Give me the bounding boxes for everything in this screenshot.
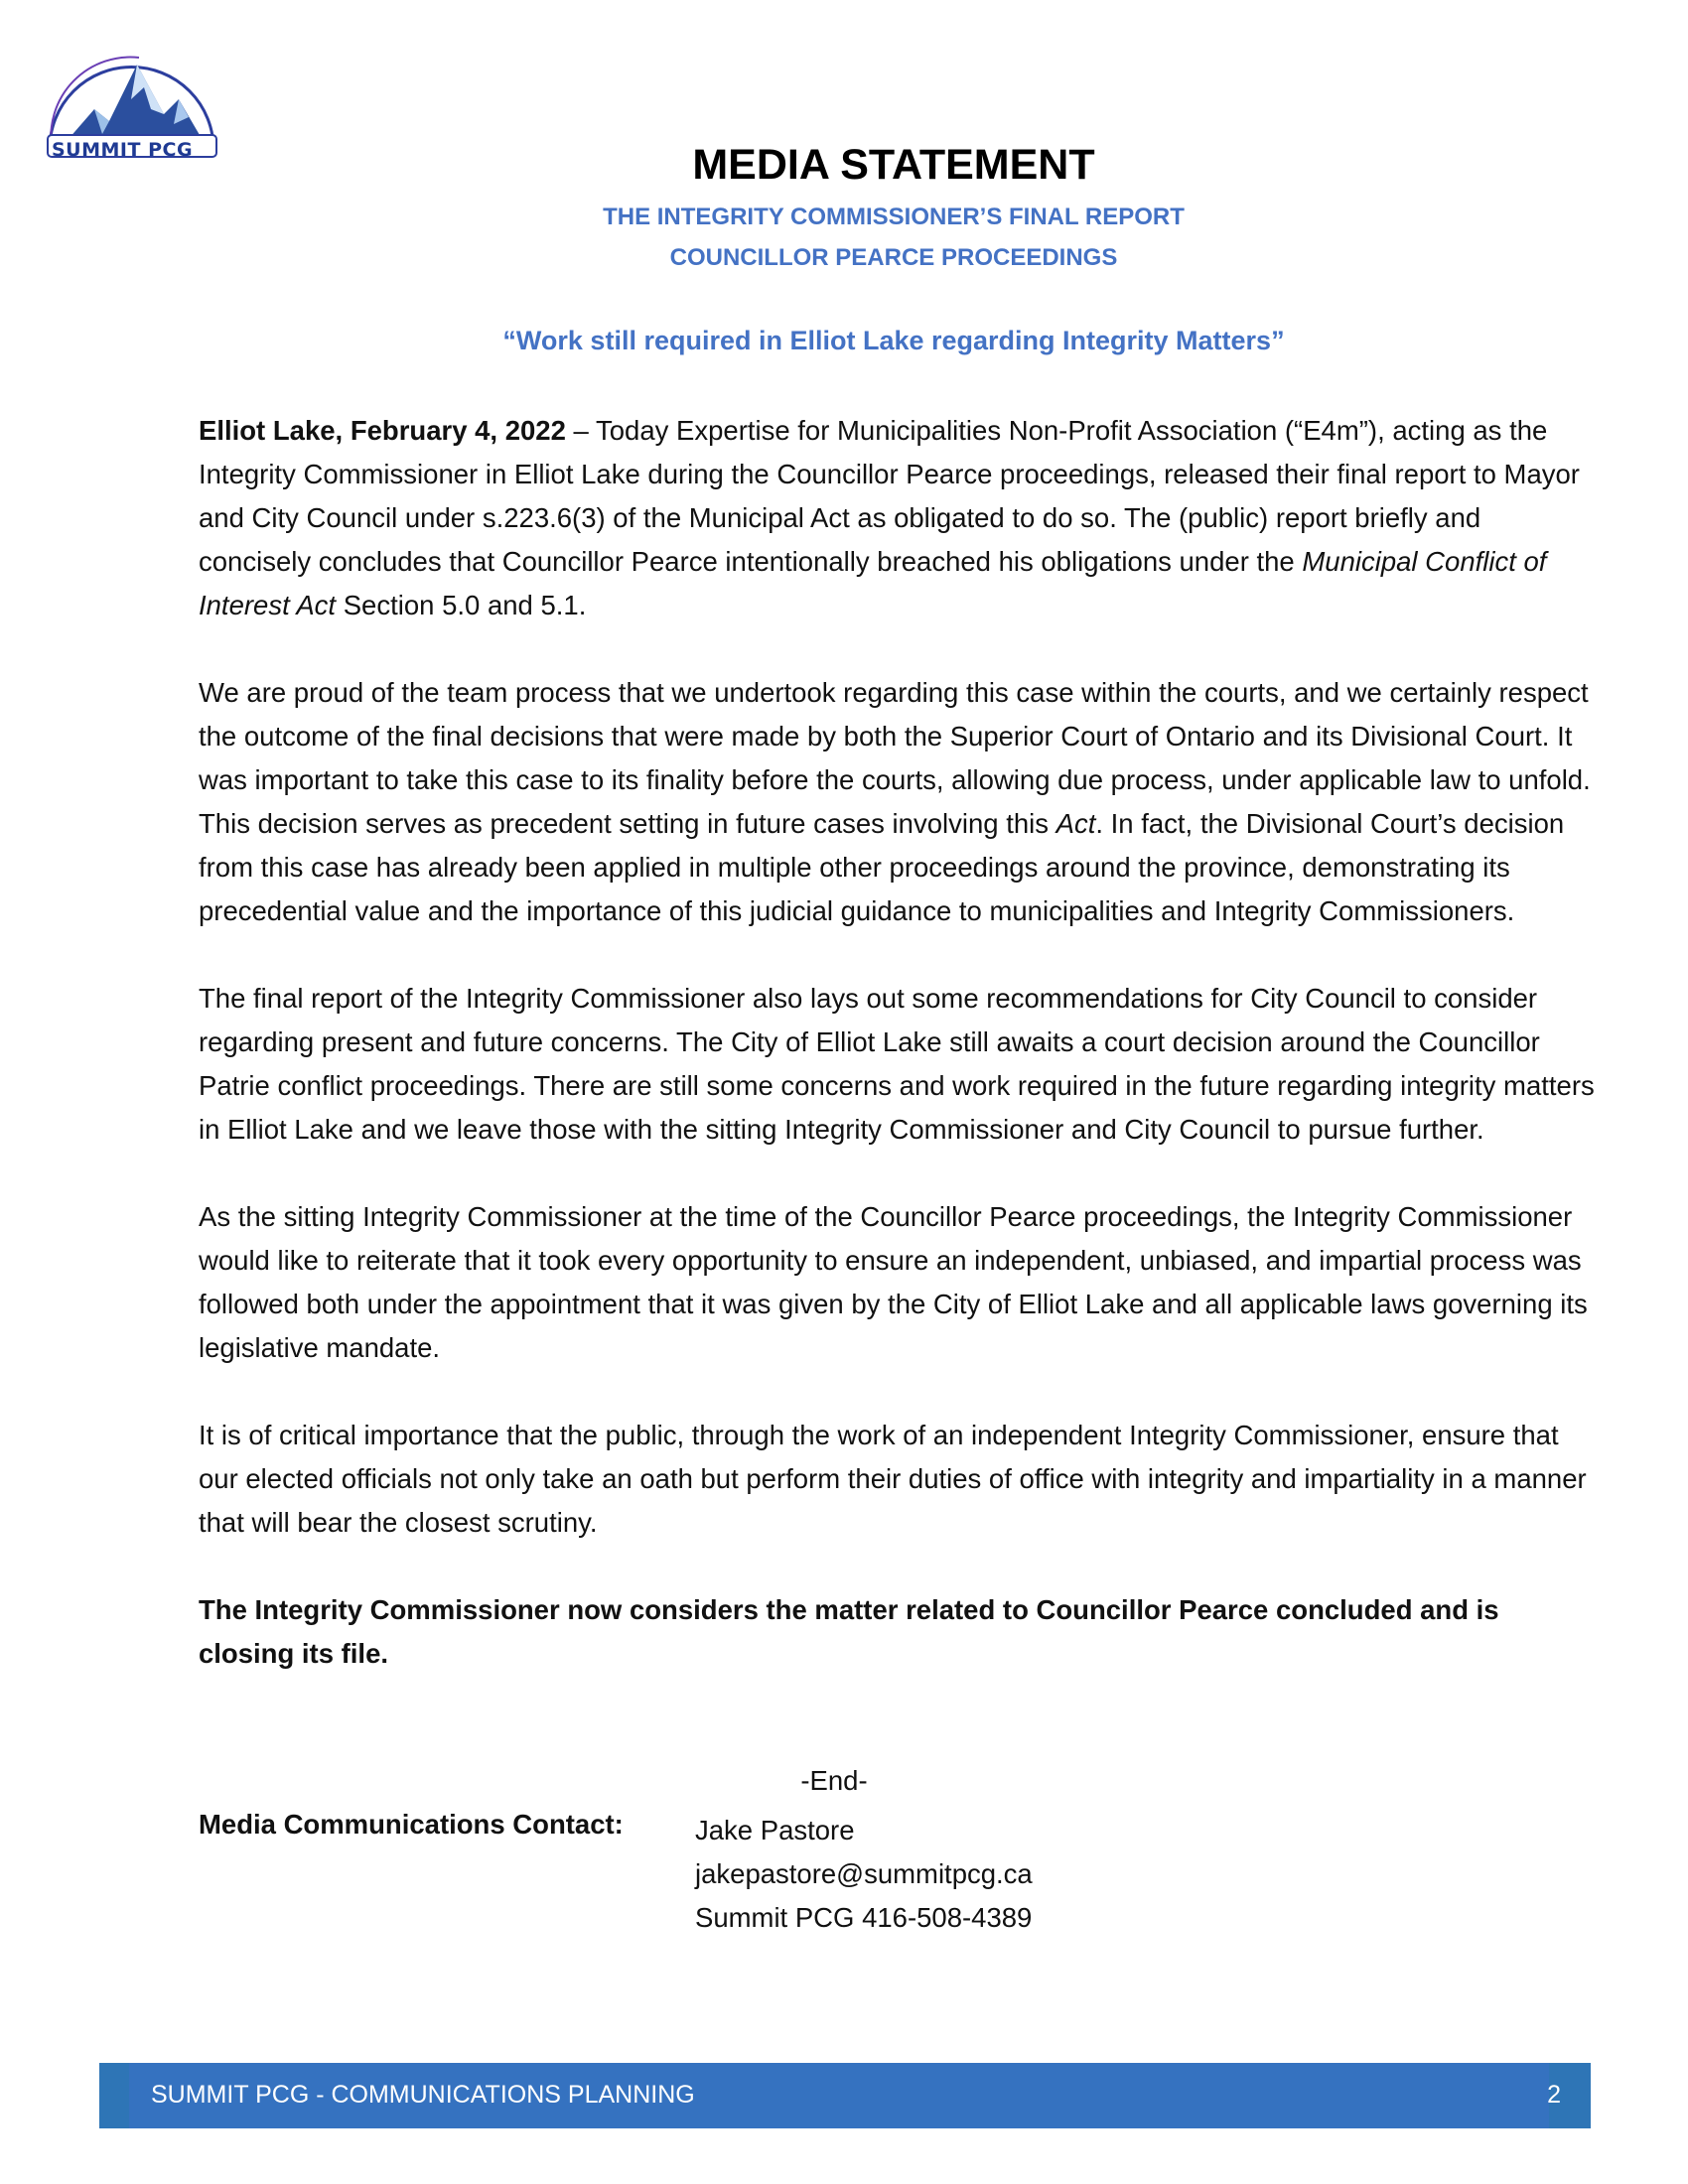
paragraph-4: As the sitting Integrity Commissioner at the time of the Councillor Pearce proceedings, the Integrity Commissioner would like to reiterate that it took every opportunity to ensure an independent, unbiased, and impartial process was followed both under the appointment that it was given by the City of Elliot Lake and all applicable laws governing its legislative mandate. — [199, 1201, 1588, 1363]
closing-statement: The Integrity Commissioner now considers the matter related to Councillor Pearce concluded and is closing its file. — [199, 1594, 1499, 1669]
contact-label: Media Communications Contact: — [199, 1809, 624, 1840]
page-number: 2 — [1547, 2081, 1561, 2109]
paragraph-2-text-b: . In fact, the Divisional Court’s decision from this case has already been applied in multiple other proceedings around the province, demonstrating its precedential value and the importance of this judicial guidance to municipalities and Integrity Commissioners. — [199, 808, 1565, 926]
act-name: Municipal Conflict of Interest Act — [199, 546, 1547, 620]
footer-text: SUMMIT PCG - COMMUNICATIONS PLANNING — [151, 2081, 695, 2109]
contact-email[interactable]: jakepastore@summitpcg.ca — [695, 1858, 1033, 1889]
subtitle-proceedings: COUNCILLOR PEARCE PROCEEDINGS — [669, 244, 1118, 271]
headline-quote: “Work still required in Elliot Lake regarding Integrity Matters” — [502, 326, 1285, 355]
paragraph-3: The final report of the Integrity Commissioner also lays out some recommendations for City Council to consider regarding present and future concerns. The City of Elliot Lake still awaits a court decision around the Councillor Patrie conflict proceedings. There are still some concerns and work required in the future regarding integrity matters in Elliot Lake and we leave those with the sitting Integrity Commissioner and City Council to pursue further. — [199, 983, 1595, 1145]
paragraph-2-text-a: We are proud of the team process that we undertook regarding this case within the courts, and we certainly respect the outcome of the final decisions that were made by both the Superior Court of Ontario and its Divisional Court. It was important to take this case to its finality before the courts, allowing due process, under applicable law to unfold. This decision serves as precedent setting in future cases involving this — [199, 677, 1591, 839]
page-footer — [99, 2063, 1591, 2128]
page-title: MEDIA STATEMENT — [692, 141, 1095, 189]
paragraph-1-text-b: Section 5.0 and 5.1. — [336, 590, 587, 620]
contact-details — [695, 1809, 1033, 1940]
logo-text: SUMMIT PCG — [52, 139, 194, 161]
paragraph-2 — [199, 671, 1599, 933]
paragraph-1 — [199, 409, 1599, 627]
contact-name: Jake Pastore — [695, 1815, 855, 1845]
paragraph-5: It is of critical importance that the public, through the work of an independent Integrity Commissioner, ensure that our elected officials not only take an oath but perform their duties of office with integrity and impartiality in a manner that will bear the closest scrutiny. — [199, 1420, 1587, 1538]
dateline: Elliot Lake, February 4, 2022 — [199, 415, 566, 446]
subtitle-report: THE INTEGRITY COMMISSIONER’S FINAL REPORT — [603, 204, 1185, 230]
paragraph-1-text-a: – Today Expertise for Municipalities Non-Profit Association (“E4m”), acting as the Integrity Commissioner in Elliot Lake during the Councillor Pearce proceedings, released their final report to Mayor and City Council under s.223.6(3) of the Municipal Act as obligated to do so. The (public) report briefly and concisely concludes that Councillor Pearce intentionally breached his obligations under the — [199, 415, 1580, 577]
act-italic: Act — [1055, 808, 1096, 839]
end-marker: -End- — [800, 1765, 868, 1796]
statement-body — [199, 409, 1599, 1676]
contact-org-phone: Summit PCG 416-508-4389 — [695, 1902, 1033, 1933]
